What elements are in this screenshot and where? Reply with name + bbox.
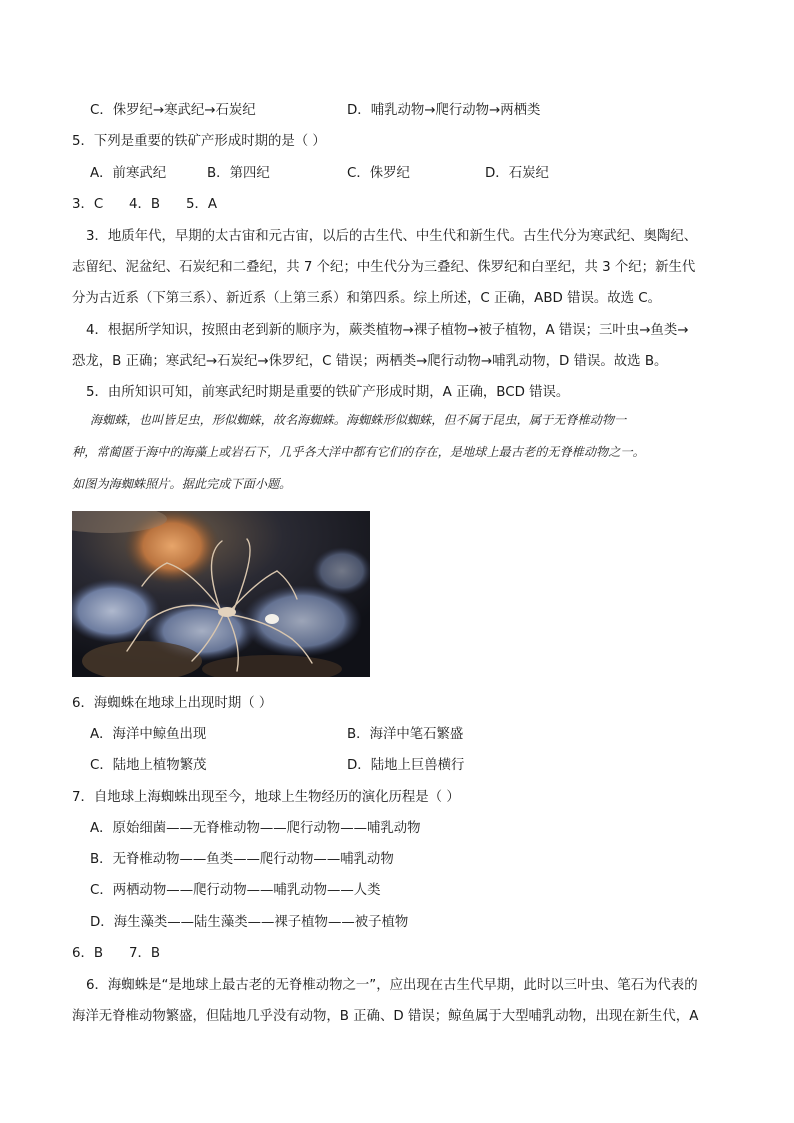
q4-option-d: D．哺乳动物→爬行动物→两栖类 [347,103,541,118]
explanation-3-line-2: 志留纪、泥盆纪、石炭纪和二叠纪，共 7 个纪；中生代分为三叠纪、侏罗纪和白垩纪，共 3 个纪；新生代 [72,260,696,275]
explanation-4-line-2: 恐龙，B 正确；寒武纪→石炭纪→侏罗纪，C 错误；两栖类→爬行动物→哺乳动物，D 错误。故选 B。 [72,354,668,369]
q6-option-b: B．海洋中笔石繁盛 [347,727,464,742]
intro-line-3: 如图为海蜘蛛照片。据此完成下面小题。 [72,477,292,491]
q6-option-a: A．海洋中鲸鱼出现 [90,727,207,742]
q5-option-b: B．第四纪 [207,166,270,181]
explanation-3-line-3: 分为古近系（下第三系）、新近系（上第三系）和第四系。综上所述，C 正确，ABD 错误。故选 C。 [72,291,662,306]
answer-6: 6．B [72,946,104,961]
q5-stem: 5．下列是重要的铁矿产形成时期的是（ ） [72,134,326,149]
q7-option-d: D．海生藻类——陆生藻类——裸子植物——被子植物 [90,915,409,930]
answer-5: 5．A [186,197,218,212]
q5-option-d: D．石炭纪 [485,166,549,181]
explanation-6-line-1: 6．海蜘蛛是“是地球上最古老的无脊椎动物之一”，应出现在古生代早期，此时以三叶虫、笔石为代表的 [86,978,698,993]
q5-option-c: C．侏罗纪 [347,166,410,181]
q4-option-c: C．侏罗纪→寒武纪→石炭纪 [90,103,256,118]
answer-3: 3．C [72,197,104,212]
q7-option-a: A．原始细菌——无脊椎动物——爬行动物——哺乳动物 [90,821,421,836]
explanation-3-line-1: 3．地质年代，早期的太古宙和元古宙，以后的古生代、中生代和新生代。古生代分为寒武纪、奥陶纪、 [86,229,698,244]
q6-option-c: C．陆地上植物繁茂 [90,758,207,773]
explanation-4-line-1: 4．根据所学知识，按照由老到新的顺序为，蕨类植物→裸子植物→被子植物，A 错误；三叶虫→鱼类→ [86,323,689,338]
q7-option-b: B．无脊椎动物——鱼类——爬行动物——哺乳动物 [90,852,394,867]
explanation-5-line-1: 5．由所知识可知，前寒武纪时期是重要的铁矿产形成时期，A 正确，BCD 错误。 [86,385,570,400]
q6-stem: 6．海蜘蛛在地球上出现时期（ ） [72,696,273,711]
sea-spider-photo [72,511,370,677]
answer-4: 4．B [129,197,161,212]
q6-option-d: D．陆地上巨兽横行 [347,758,465,773]
intro-line-1: 海蜘蛛，也叫皆足虫，形似蜘蛛，故名海蜘蛛。海蜘蛛形似蜘蛛，但不属于昆虫，属于无脊椎动物一 [90,413,627,427]
answer-7: 7．B [129,946,161,961]
explanation-6-line-2: 海洋无脊椎动物繁盛，但陆地几乎没有动物，B 正确、D 错误；鲸鱼属于大型哺乳动物，出现在新生代，A [72,1009,699,1024]
q5-option-a: A．前寒武纪 [90,166,167,181]
q7-option-c: C．两栖动物——爬行动物——哺乳动物——人类 [90,883,381,898]
intro-line-2: 种，常蔺匿于海中的海藻上或岩石下，几乎各大洋中都有它们的存在，是地球上最古老的无脊椎动物之一。 [72,445,645,459]
q7-stem: 7．自地球上海蜘蛛出现至今，地球上生物经历的演化历程是（ ） [72,790,460,805]
